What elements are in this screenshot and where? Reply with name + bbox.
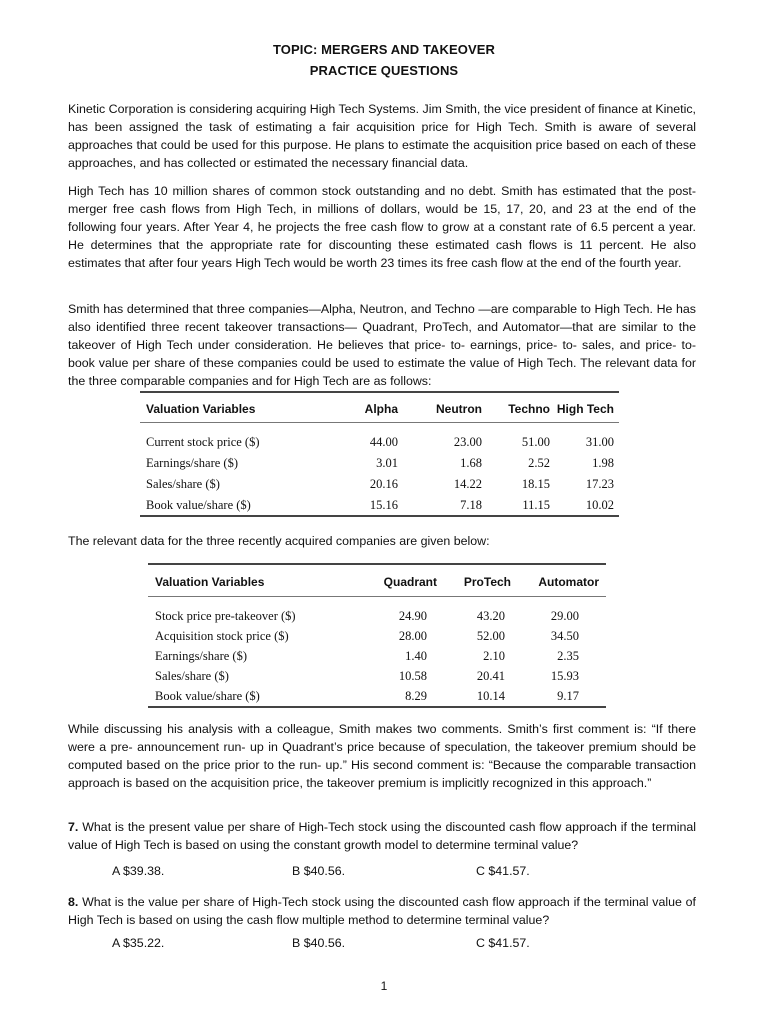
- table-row: [146, 432, 614, 453]
- paragraph-cash-flows: High Tech has 10 million shares of common stock outstanding and no debt. Smith has estimated that the post-merger free cash flows from High Tech, in millions of dollars, would be 15, 17, 20, and 23 at the end of the following four years. After Year 4, he projects the free cash flow to grow at a constant rate of 6.5 percent a year. He determines that the appropriate rate for discounting these estimated cash flows is 11 percent. He also estimates that after four years High Tech would be worth 23 times its free cash flow at the end of the fourth year.: [68, 184, 696, 270]
- table-cell: 51.00: [521, 435, 550, 449]
- question-7: [68, 818, 696, 854]
- option-c[interactable]: C $41.57.: [476, 936, 530, 950]
- table-header: Techno: [508, 402, 550, 416]
- table-header-row: [146, 398, 614, 420]
- table-cell: 2.10: [483, 648, 505, 663]
- table-header: Alpha: [364, 402, 398, 416]
- table-cell: 18.15: [521, 477, 550, 491]
- table-row: [146, 453, 614, 474]
- table-cell: 7.18: [460, 498, 482, 512]
- table-cell: 24.90: [398, 608, 427, 623]
- table-cell: 29.00: [550, 608, 579, 623]
- table-row: [155, 686, 599, 706]
- table-header: Automator: [538, 575, 599, 589]
- table-cell: 20.41: [476, 668, 505, 683]
- table-cell: Sales/share ($): [155, 668, 229, 683]
- page-number: 1: [380, 979, 388, 993]
- table-cell: Stock price pre-takeover ($): [155, 608, 296, 623]
- table1-header-rule: [140, 422, 619, 423]
- table-header: ProTech: [463, 575, 511, 589]
- table-cell: Earnings/share ($): [155, 648, 247, 663]
- table2-bottom-rule: [148, 706, 606, 708]
- table-cell: 10.58: [398, 668, 427, 683]
- table-row: [146, 474, 614, 495]
- table-cell: 1.98: [592, 456, 614, 470]
- table-row: [155, 626, 599, 646]
- table-cell: 34.50: [550, 628, 579, 643]
- table-row: [155, 606, 599, 626]
- table-cell: Sales/share ($): [146, 477, 220, 491]
- table-header: Valuation Variables: [146, 402, 256, 416]
- table-header: Neutron: [436, 402, 482, 416]
- table-cell: 52.00: [476, 628, 505, 643]
- table1-top-rule: [140, 391, 619, 393]
- table-cell: 44.00: [369, 435, 398, 449]
- option-b[interactable]: B $40.56.: [292, 864, 346, 878]
- table-cell: 23.00: [453, 435, 482, 449]
- table-cell: 1.40: [405, 648, 427, 663]
- table-cell: 8.29: [405, 688, 427, 703]
- table-cell: 1.68: [460, 456, 482, 470]
- table-cell: 15.16: [369, 498, 398, 512]
- option-c[interactable]: C $41.57.: [476, 864, 530, 878]
- topic-title: TOPIC: MERGERS AND TAKEOVER: [272, 42, 496, 57]
- table2-header-rule: [148, 596, 606, 597]
- table-cell: 3.01: [376, 456, 398, 470]
- paragraph-acquired-companies: The relevant data for the three recently acquired companies are given below:: [68, 534, 490, 548]
- table-row: [146, 495, 614, 516]
- table2-top-rule: [148, 563, 606, 565]
- table-cell: 2.35: [557, 648, 579, 663]
- table-cell: 28.00: [398, 628, 427, 643]
- question-7-options: [68, 864, 696, 882]
- table-header: Quadrant: [383, 575, 437, 589]
- table-row: [155, 646, 599, 666]
- table-cell: 15.93: [550, 668, 579, 683]
- table-row: [155, 666, 599, 686]
- table-cell: 9.17: [557, 688, 579, 703]
- paragraph-smith-comments: While discussing his analysis with a colleague, Smith makes two comments. Smith’s first comment is: “If there were a pre- announcement run- up in Quadrant’s price because of speculation, the takeover premium should be computed based on the price prior to the run- up.” His second comment is: “Because the comparable transaction approach is based on the acquisition price, the takeover premium is implicitly recognized in this approach.”: [68, 722, 696, 790]
- comparable-companies-table: [146, 398, 614, 516]
- table-header: Valuation Variables: [155, 575, 265, 589]
- paragraph-intro: Kinetic Corporation is considering acquiring High Tech Systems. Jim Smith, the vice president of finance at Kinetic, has been assigned the task of estimating a fair acquisition price for High Tech. Smith is aware of several approaches that could be used for this purpose. He plans to estimate the acquisition price based on each of these approaches, and has collected or estimated the necessary financial data.: [68, 102, 696, 170]
- table-cell: 11.15: [522, 498, 550, 512]
- table-cell: 20.16: [369, 477, 398, 491]
- option-a[interactable]: A $35.22.: [112, 936, 165, 950]
- option-b[interactable]: B $40.56.: [292, 936, 346, 950]
- paragraph-comparables: Smith has determined that three companies—Alpha, Neutron, and Techno —are comparable to High Tech. He has also identified three recent takeover transactions— Quadrant, ProTech, and Automator—that are similar to the takeover of High Tech under consideration. He believes that price- to- earnings, price- to- sales, and price- to- book value per share of these companies could be used to estimate the value of High Tech. The relevant data for the three comparable companies and for High Tech are as follows:: [68, 302, 696, 388]
- table-cell: Acquisition stock price ($): [155, 628, 289, 643]
- question-text: What is the present value per share of High-Tech stock using the discounted cash flow approach if the terminal value of High Tech is based on using the constant growth model to determine terminal value?: [68, 820, 696, 852]
- table-header: High Tech: [556, 402, 614, 416]
- table-cell: 10.14: [476, 688, 505, 703]
- table-cell: Book value/share ($): [146, 498, 251, 512]
- question-8: [68, 893, 696, 929]
- table-cell: 14.22: [453, 477, 482, 491]
- table-cell: 2.52: [528, 456, 550, 470]
- practice-questions-heading: PRACTICE QUESTIONS: [309, 63, 459, 78]
- table-cell: 10.02: [585, 498, 614, 512]
- table-cell: Current stock price ($): [146, 435, 260, 449]
- question-number: 8.: [68, 895, 79, 909]
- question-8-options: [68, 936, 696, 954]
- table-cell: 31.00: [585, 435, 614, 449]
- question-number: 7.: [68, 820, 79, 834]
- table-cell: 43.20: [476, 608, 505, 623]
- table-header-row: [155, 572, 599, 592]
- acquired-companies-table: [155, 572, 599, 706]
- table-cell: Book value/share ($): [155, 688, 260, 703]
- question-text: What is the value per share of High-Tech stock using the discounted cash flow approach if the terminal value of High Tech is based on using the cash flow multiple method to determine terminal value?: [68, 895, 696, 927]
- option-a[interactable]: A $39.38.: [112, 864, 165, 878]
- table-cell: Earnings/share ($): [146, 456, 238, 470]
- table-cell: 17.23: [585, 477, 614, 491]
- table1-bottom-rule: [140, 515, 619, 517]
